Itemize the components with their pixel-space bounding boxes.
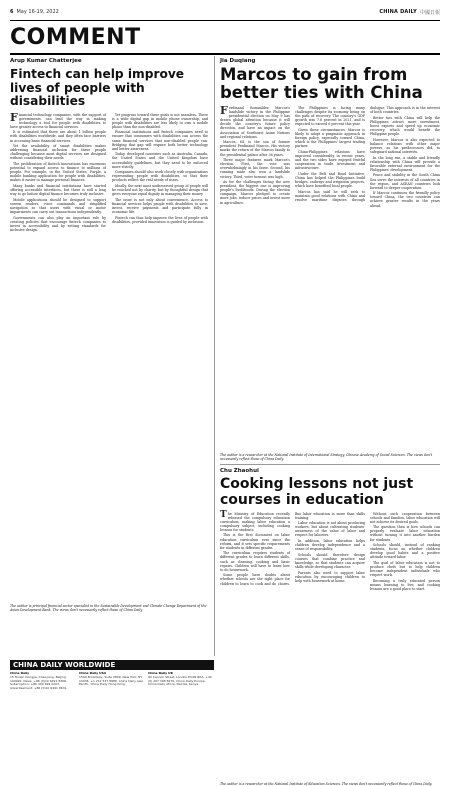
- right2-headline: Cooking lessons not just courses in education: [220, 475, 414, 508]
- section-title: COMMENT: [10, 25, 141, 50]
- body-paragraph: The Philippines is facing many challenges despite its economy being on the path of recovery. The country's GDP growth was 7.6 percent in 2021, and is expected to exceed 6 percent this year.: [295, 106, 365, 127]
- section-rule: [10, 53, 440, 55]
- left-byline: Arup Kumar Chatterjee: [10, 58, 82, 64]
- footer-office: [10, 672, 76, 691]
- body-paragraph: Peace and stability in the South China Sea serve the interests of all countries in the region, and ASEAN countries look forward to deeper cooperation.: [370, 173, 440, 190]
- body-paragraph: In addition, labor education helps children develop independence and a sense of responsibility.: [295, 539, 365, 552]
- body-paragraph: Schools should, instead of ranking students, focus on whether children develop good habits and a positive attitude toward labor.: [370, 543, 440, 560]
- body-paragraph: The proliferation of fintech innovations has enormous potential to expand access to finance to millions of people. For example, in the United States, Purple, a mobile banking application for people with disabilities, makes it easier to manage personal finances.: [10, 162, 106, 183]
- body-paragraph: Yet progress toward these goals is not seamless. There is a wide digital gap in mobile phone ownership, and people with disabilities are less likely to own a mobile phone than the non-disabled.: [112, 112, 208, 129]
- body-paragraph: As for the challenges facing the new president, the biggest one is improving people's livelihoods. During the election campaign, Marcos pledged to create more jobs, reduce prices and invest more in agriculture.: [220, 180, 290, 205]
- body-paragraph: The curriculum requires students of different grades to learn different skills, such as cleaning, cooking and basic repairs. Children will have to learn how to do housework.: [220, 551, 290, 572]
- left-headline: Fintech can help improve lives of people with disabilities: [10, 67, 185, 108]
- body-paragraph: Many banks and financial institutions have started offering accessible interfaces, but there is still a long way to go before digital finance becomes truly inclusive.: [10, 184, 106, 197]
- body-paragraph: Companies should also work closely with organizations representing people with disabilities, so that their products reflect the real needs of users.: [112, 170, 208, 183]
- footer-title: CHINA DAILY WORLDWIDE: [10, 660, 214, 670]
- page-number: 6: [10, 9, 14, 15]
- right2-byline: Chu Zhaohui: [220, 467, 259, 474]
- body-paragraph: Better ties with China will help the Philippines attract more investment, boost exports and speed up economic recovery, which would benefit the Philippine people.: [370, 115, 440, 137]
- footer-masthead: [10, 660, 214, 746]
- right-byline: Jia Duqiang: [220, 58, 256, 64]
- page-header: [10, 6, 440, 18]
- left-author-note: The author is principal financial sector specialist in the Sustainable Development and Climate Change Department of the Asian Development Bank. The views don't necessarily reflect those of China Daily.: [10, 603, 207, 612]
- issue-date: May 16-19, 2022: [16, 9, 59, 15]
- body-paragraph: Given these circumstances, Marcos is likely to adopt a pragmatic approach in foreign policy, especially toward China, which is the Philippines' largest trading partner.: [295, 127, 365, 149]
- column-divider: [214, 56, 215, 656]
- body-paragraph: Yet the availability of smart disabilities makes addressing financial inclusion for these people challenging because most digital services are designed without considering their needs.: [10, 144, 106, 161]
- body-paragraph: This is the first document on labor education curriculum ever since the reform, and it sets specific requirements for students in different grades.: [220, 533, 290, 550]
- footer-office-name: China Daily UK: [148, 671, 173, 675]
- body-paragraph: However, Marcos is also expected to balance relations with other major powers, as his predecessors did, to safeguard national interests.: [370, 137, 440, 154]
- footer-office-text: 15 Huixin Dongjie, Chaoyang, Beijing 100029. News: +86 (0)10 6491 8366. Subscription: +86 400 699 0203. Advertisement: +86 (0)10 6491 8631.: [10, 674, 68, 691]
- right2-article-body: [220, 509, 440, 780]
- footer-office: [79, 672, 145, 691]
- body-paragraph: Marcos has said he will seek to maintain good relations with China and resolve maritime disputes through dialogue. This approach is in the interest of both countries.: [295, 106, 440, 202]
- body-paragraph: Some people have doubts about whether schools are the right place for children to learn to cook and do chores. But labor education is more than skills training.: [220, 511, 365, 586]
- body-paragraph: Parents also need to support labor education by encouraging children to help with housework at home.: [295, 570, 365, 583]
- body-paragraph: Marcos, 64, is the son of former president Ferdinand Marcos. His victory marks the return of the Marcos family to the presidential palace after 36 years.: [220, 140, 290, 157]
- body-paragraph: Financial technology companies, with the support of governments, can lead the way in making technology a tool for people with disabilities to have greater access to financial services.: [10, 110, 106, 129]
- footer-office-text: 90 Cannon Street, London EC4N 6HA. +44 (0) 207 398 8270. China Daily Europe, China Daily Africa, Nairobi, Kenya.: [148, 674, 212, 687]
- brand-chinese: 中國日報: [419, 9, 440, 16]
- brand-name: CHINA DAILY: [379, 9, 417, 15]
- body-paragraph: Becoming a truly educated person means learning to live, and cooking lessons are a good place to start.: [370, 578, 440, 592]
- header-rule: [10, 20, 440, 21]
- body-paragraph: Today, developed countries such as Australia, Canada, the United States and the United Kingdom have accessibility guidelines, but they need to be enforced more strictly.: [112, 152, 208, 169]
- body-paragraph: The Ministry of Education recently released the compulsory education curriculum, making labor education a compulsory subject, including cooking lessons for students.: [220, 509, 290, 532]
- right2-author-note: The author is a researcher at the National Institute of Education Sciences. The views don't necessarily reflect those of China Daily.: [220, 781, 433, 786]
- right-author-note: The author is a researcher at the National Institute of International Strategy, Chinese Academy of Social Sciences. The views don't necessarily reflect those of China Daily.: [220, 453, 433, 461]
- footer-office-name: China Daily USA: [79, 671, 107, 675]
- body-paragraph: Mobile applications should be designed to support screen readers, voice commands and simplified navigation so that users with visual or motor impairments can carry out transactions independently.: [10, 197, 106, 215]
- footer-offices: [10, 672, 214, 691]
- body-paragraph: Under the Belt and Road Initiative, China has helped the Philippines build bridges, railways and irrigation projects, which have benefited local people.: [295, 171, 365, 189]
- body-paragraph: The goal of labor education is not to produce chefs but to help children become independent individuals who respect work.: [370, 561, 440, 578]
- right-column: [220, 56, 440, 786]
- right-headline: Marcos to gain from better ties with China: [220, 65, 423, 102]
- left-article: [10, 56, 208, 612]
- footer-office: [148, 672, 214, 691]
- right-article-body: [220, 106, 440, 451]
- body-paragraph: The issue is not only about convenience. Access to financial services helps people with disabilities to save, invest, receive payments and participate fully in economic life.: [112, 197, 208, 215]
- body-paragraph: Three major features mark Marcos's election. First, the vote was overwhelmingly in his favor. Second, his running mate also won a landslide victory. Third, voter turnout was high.: [220, 158, 290, 179]
- article-divider: [220, 464, 440, 465]
- footer-office-name: China Daily: [10, 671, 30, 675]
- body-paragraph: Ideally, the next most underserved group of people will be reached not by charity, but by thoughtful design that gives everyone equal dignity in managing their money.: [112, 184, 208, 197]
- body-paragraph: Labor education is not about producing workers, but about cultivating students' awareness of the value of labor and respect for laborers.: [295, 521, 365, 538]
- body-paragraph: Without such cooperation between schools and families, labor education will not achieve its desired goals.: [370, 511, 440, 524]
- body-paragraph: China-Philippines relations have improved considerably in recent years, and the two sides have enjoyed fruitful cooperation in trade, investment and infrastructure.: [295, 149, 365, 171]
- body-paragraph: In the long run, a stable and friendly relationship with China will provide a favorable external environment for the Philippines' development.: [370, 155, 440, 172]
- body-paragraph: Financial institutions and fintech companies need to ensure that consumers with disabilities can access the same financial services that non-disabled people can. Bridging that gap will require both better technology and better awareness.: [112, 130, 208, 151]
- body-paragraph: Governments can also play an important role by creating policies that encourage fintech companies to invest in accessibility and by setting standards for inclusive design.: [10, 215, 106, 232]
- footer-office-text: 1500 Broadway, Suite 2800, New York, NY 10036. +1 212 537 8888. China Daily Asia Pacific, China Daily Hong Kong.: [79, 674, 144, 687]
- content-columns: [10, 56, 440, 786]
- body-paragraph: Ferdinand Romualdez Marcos's landslide victory in the Philippine presidential election on May 9 has drawn global attention because it will decide the country's future policy direction, and have an impact on the Association of Southeast Asian Nations and regional relations.: [220, 104, 290, 139]
- body-paragraph: It is estimated that there are about 1 billion people with disabilities worldwide, and they often face barriers in accessing basic financial services.: [10, 130, 106, 143]
- body-paragraph: Fintech can thus help improve the lives of people with disabilities, provided innovation is guided by inclusion.: [112, 215, 208, 224]
- body-paragraph: The question then is how schools can properly evaluate labor education without turning it into another burden for students.: [370, 525, 440, 542]
- left-article-body: [10, 110, 208, 601]
- body-paragraph: Schools should therefore design courses that combine practice and knowledge, so that students can acquire skills while developing character.: [295, 552, 365, 570]
- body-paragraph: If Marcos continues the friendly policy toward China, the two countries can achieve greater results in the years ahead.: [370, 191, 440, 208]
